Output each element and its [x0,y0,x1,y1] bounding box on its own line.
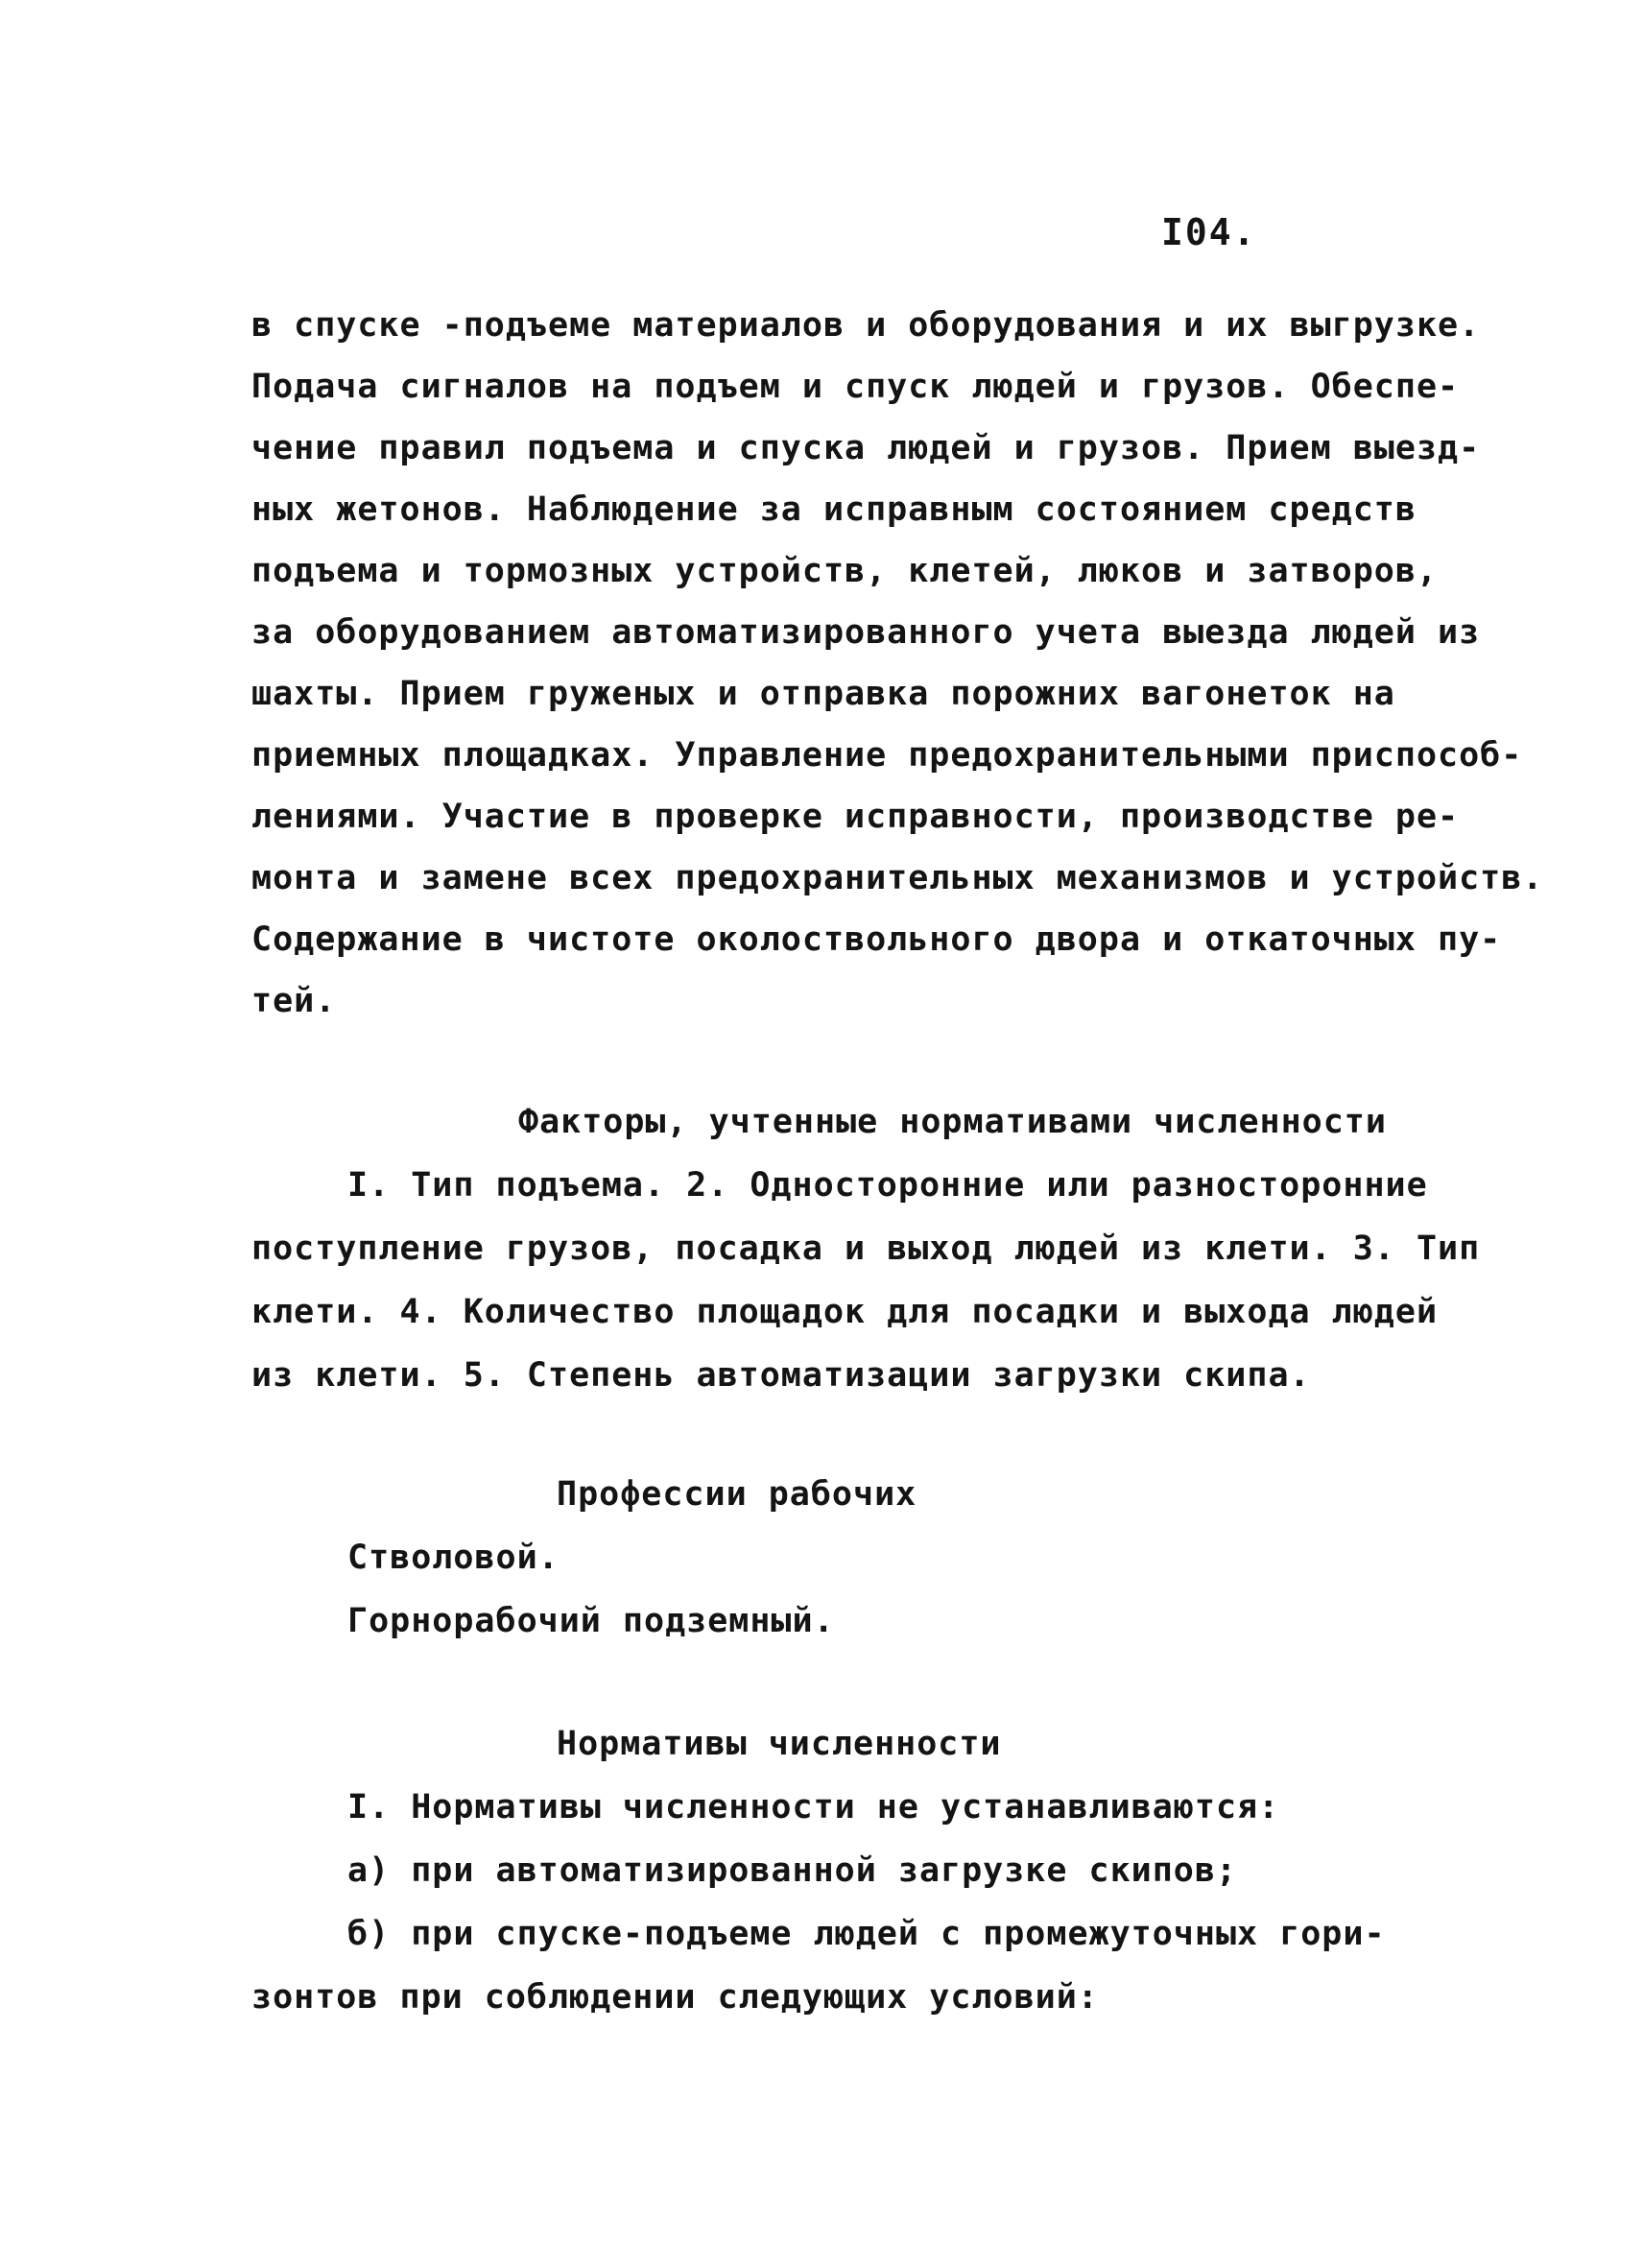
profession-item: Горнорабочий подземный. [347,1602,835,1640]
text-line: приемных площадках. Управление предохранительными приспособ- [251,736,1523,775]
text-line: из клети. 5. Степень автоматизации загрузки скипа. [251,1356,1311,1395]
text-line: I. Тип подъема. 2. Односторонние или разносторонние [347,1166,1428,1205]
professions-heading: Профессии рабочих [557,1475,917,1514]
text-line: Содержание в чистоте околоствольного двора и откаточных пу- [251,920,1502,959]
page-number: I04. [1161,211,1257,253]
text-line: ных жетонов. Наблюдение за исправным состоянием средств [251,490,1417,529]
text-line: I. Нормативы численности не устанавливаются: [347,1788,1280,1826]
norms-heading: Нормативы численности [557,1725,1002,1763]
text-line: шахты. Прием груженых и отправка порожних вагонеток на [251,675,1395,713]
text-line: монта и замене всех предохранительных механизмов и устройств. [251,859,1544,897]
text-line: чение правил подъема и спуска людей и грузов. Прием выезд- [251,429,1481,467]
text-line: а) при автоматизированной загрузке скипов; [347,1851,1238,1890]
text-line: подъема и тормозных устройств, клетей, люков и затворов, [251,552,1439,590]
text-line: клети. 4. Количество площадок для посадки и выхода людей [251,1293,1439,1331]
text-line: за оборудованием автоматизированного учета выезда людей из [251,613,1481,652]
text-line: б) при спуске-подъеме людей с промежуточных гори- [347,1915,1386,1953]
text-line: лениями. Участие в проверке исправности, производстве ре- [251,798,1460,836]
factors-heading: Факторы, учтенные нормативами численности [518,1103,1387,1141]
text-line: зонтов при соблюдении следующих условий: [251,1978,1099,2017]
text-line: тей. [251,982,337,1020]
profession-item: Стволовой. [347,1539,560,1577]
text-line: поступление грузов, посадка и выход людей из клети. 3. Тип [251,1229,1481,1268]
text-line: Подача сигналов на подъем и спуск людей и грузов. Обеспе- [251,368,1460,406]
text-line: в спуске -подъеме материалов и оборудования и их выгрузке. [251,306,1481,345]
